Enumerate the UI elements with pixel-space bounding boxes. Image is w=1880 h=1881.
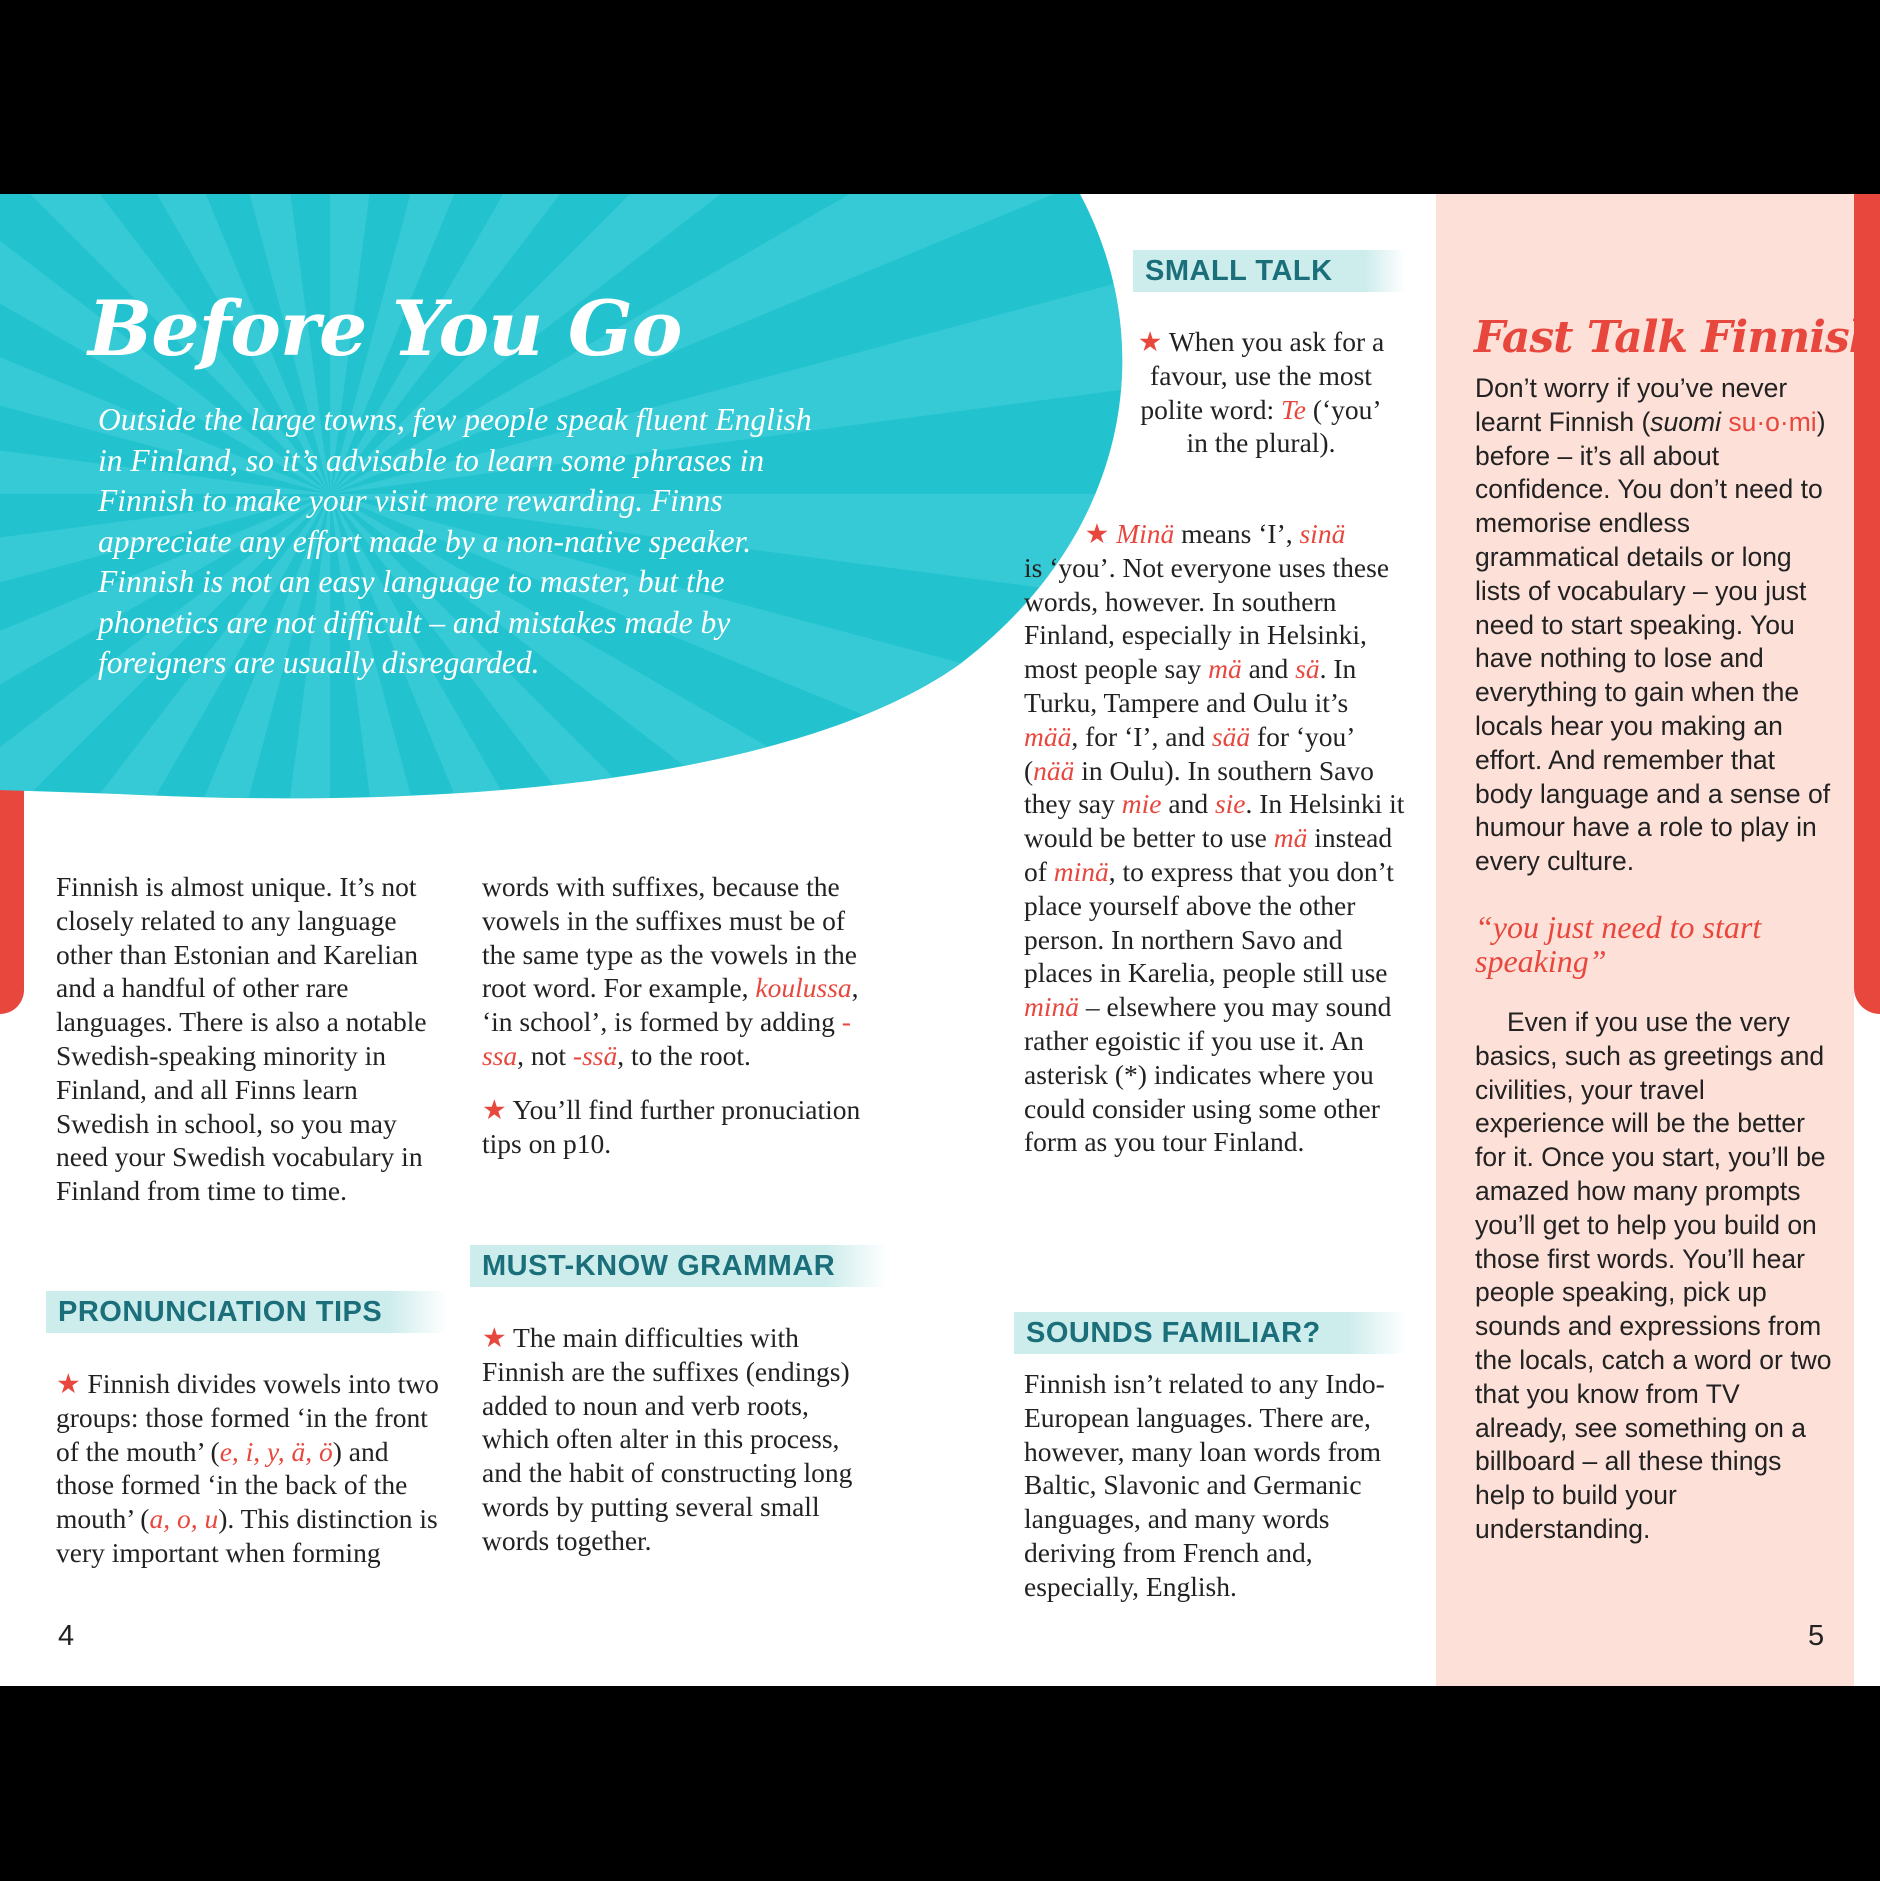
sidebar-paragraph-1: Don’t worry if you’ve never learnt Finnish (suomi su·o·mi) before – it’s all about confidence. You don’t need to memorise endless grammatical details or long lists of vocabulary – you just need to start speaking. You have nothing to lose and everything to gain when the locals hear you making an effort. And remember that body language and a sense of humour have a role to play in every culture.: [1475, 373, 1831, 877]
star-icon: ★: [482, 1322, 507, 1353]
pronunciation-tips-heading: PRONUNCIATION TIPS: [46, 1291, 448, 1333]
small-talk-tip-1: ★ When you ask for a favour, use the most polite word: Te (‘you’ in the plural).: [1137, 326, 1385, 459]
grammar-text: ★ The main difficulties with Finnish are the suffixes (endings) added to noun and verb roots, which often alter in this process, and the habit of constructing long words by putting several small words together.: [482, 1322, 853, 1556]
sounds-familiar-heading: SOUNDS FAMILIAR?: [1014, 1312, 1406, 1354]
sounds-familiar-text: Finnish isn’t related to any Indo-European languages. There are, however, many loan words from Baltic, Slavonic and Germanic languages, and many words deriving from French and, especially, English.: [1024, 1368, 1385, 1602]
pronunciation-tips-text: ★ Finnish divides vowels into two groups: those formed ‘in the front of the mouth’ (e, i, y, ä, ö) and those formed ‘in the back of the mouth’ (a, o, u). This distinction is very important when forming: [56, 1368, 439, 1568]
sidebar-paragraph-2: Even if you use the very basics, such as greetings and civilities, your travel experience will be the better for it. Once you start, you’ll be amazed how many prompts you’ll get to help you build on those first words. You’ll hear people speaking, pick up sounds and expressions from the locals, catch a word or two that you know from TV already, see something on a billboard – all these things help to build your understanding.: [1475, 1007, 1832, 1544]
book-spread: [0, 194, 1880, 1686]
star-icon: ★: [1137, 326, 1163, 357]
intro-text: Outside the large towns, few people speak fluent English in Finland, so it’s advisable to learn some phrases in Finnish to make your visit more rewarding. Finns appreciate any effort made by a non-native speaker. Finnish is not an easy language to master, but the phonetics are not difficult – and mistakes made by foreigners are usually disregarded.: [98, 402, 812, 680]
page-number-right: 5: [1808, 1620, 1825, 1652]
page-number-left: 4: [58, 1620, 75, 1652]
page-title: Before You Go: [88, 284, 682, 373]
sidebar-title: Fast Talk Finnish: [1474, 312, 1880, 363]
small-talk-heading: SMALL TALK: [1133, 250, 1405, 292]
small-talk-tip-2: ★ Minä means ‘I’, sinä is ‘you’. Not everyone uses these words, however. In southern Finland, especially in Helsinki, most people say mä and sä. In Turku, Tampere and Oulu it’s mää, for ‘I’, and sää for ‘you’ (nää in Oulu). In southern Savo they say mie and sie. In Helsinki it would be better to use mä instead of minä, to express that you don’t place yourself above the other person. In northern Savo and places in Karelia, people still use minä – elsewhere you may sound rather egoistic if you use it. An asterisk (*) indicates where you could consider using some other form as you tour Finland.: [1024, 518, 1405, 1158]
column-2: words with suffixes, because the vowels in the suffixes must be of the same type as the vowels in the root word. For example, koulussa, ‘in school’, is formed by adding -ssa, not -ssä, to the root. ★ You’ll find further pronuciation tips on p10.: [482, 871, 861, 1159]
star-icon: ★: [56, 1368, 81, 1399]
star-icon: ★: [482, 1093, 507, 1125]
sidebar-pull-quote: “you just need to start speaking”: [1475, 909, 1762, 979]
column-1: [56, 870, 441, 1208]
star-icon: ★: [1084, 518, 1110, 549]
must-know-grammar-heading: MUST-KNOW GRAMMAR: [470, 1245, 887, 1287]
intro-paragraph: Finnish is almost unique. It’s not closely related to any language other than Estonian and Karelian and a handful of other rare languages. There is also a notable Swedish-speaking minority in Finland, and all Finns learn Swedish in school, so you may need your Swedish vocabulary in Finland from time to time.: [56, 871, 427, 1207]
